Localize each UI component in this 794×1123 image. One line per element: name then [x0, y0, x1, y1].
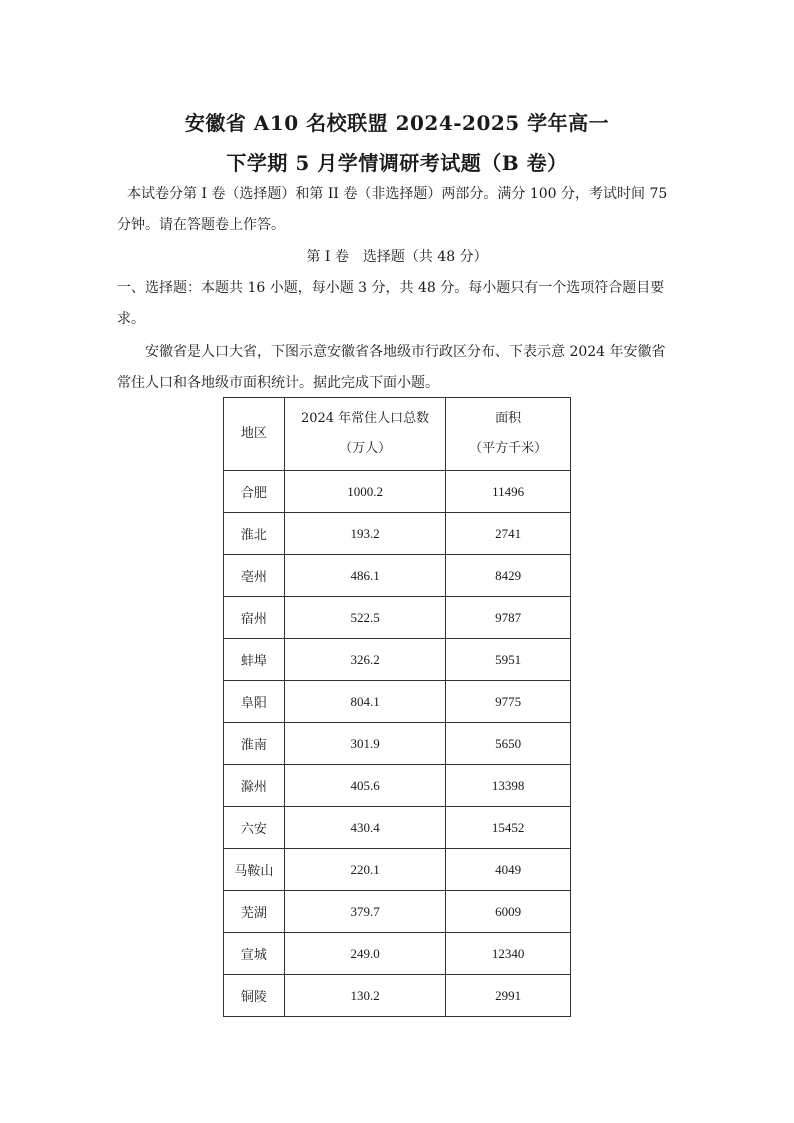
table-row — [224, 471, 571, 513]
table-row — [224, 555, 571, 597]
table-row — [224, 723, 571, 765]
table-row — [224, 765, 571, 807]
region-cell: 合肥 — [224, 471, 285, 513]
header-area-line2: （平方千米） — [469, 441, 548, 456]
header-region: 地区 — [224, 398, 285, 471]
area-cell: 11496 — [446, 471, 571, 513]
population-cell: 193.2 — [284, 513, 446, 555]
question-stem: 安徽省是人口大省，下图示意安徽省各地级市行政区分布、下表示意 2024 年安徽省常住人口和各地级市面积统计。据此完成下面小题。 — [117, 344, 666, 391]
population-cell: 379.7 — [284, 891, 446, 933]
region-cell: 宣城 — [224, 933, 285, 975]
region-cell: 马鞍山 — [224, 849, 285, 891]
region-cell: 铜陵 — [224, 975, 285, 1017]
region-cell: 蚌埠 — [224, 639, 285, 681]
header-area — [446, 398, 571, 471]
area-cell: 13398 — [446, 765, 571, 807]
section-heading: 第 I 卷 选择题（共 48 分） — [306, 249, 488, 265]
table-row — [224, 849, 571, 891]
region-cell: 淮北 — [224, 513, 285, 555]
region-cell: 淮南 — [224, 723, 285, 765]
region-cell: 阜阳 — [224, 681, 285, 723]
table-row — [224, 513, 571, 555]
population-area-table — [223, 397, 571, 1017]
document-title-line-2: 下学期 5 月学情调研考试题（B 卷） — [226, 151, 568, 175]
table-row — [224, 681, 571, 723]
area-cell: 2741 — [446, 513, 571, 555]
area-cell: 9775 — [446, 681, 571, 723]
table-row — [224, 639, 571, 681]
table-row — [224, 933, 571, 975]
region-cell: 亳州 — [224, 555, 285, 597]
header-population-line2: （万人） — [339, 441, 392, 456]
population-cell: 326.2 — [284, 639, 446, 681]
population-cell: 522.5 — [284, 597, 446, 639]
table-row — [224, 891, 571, 933]
population-cell: 301.9 — [284, 723, 446, 765]
header-population-line1: 2024 年常住人口总数 — [300, 411, 430, 426]
exam-intro-text: 本试卷分第 I 卷（选择题）和第 II 卷（非选择题）两部分。满分 100 分，考试时间 75 分钟。请在答题卷上作答。 — [117, 186, 668, 233]
population-cell: 130.2 — [284, 975, 446, 1017]
area-cell: 4049 — [446, 849, 571, 891]
area-cell: 15452 — [446, 807, 571, 849]
area-cell: 9787 — [446, 597, 571, 639]
header-area-line1: 面积 — [495, 411, 522, 426]
region-cell: 芜湖 — [224, 891, 285, 933]
area-cell: 2991 — [446, 975, 571, 1017]
population-cell: 430.4 — [284, 807, 446, 849]
table-row — [224, 597, 571, 639]
population-cell: 249.0 — [284, 933, 446, 975]
table-row — [224, 807, 571, 849]
population-cell: 486.1 — [284, 555, 446, 597]
area-cell: 5951 — [446, 639, 571, 681]
population-cell: 1000.2 — [284, 471, 446, 513]
area-cell: 8429 — [446, 555, 571, 597]
question-instructions: 一、选择题：本题共 16 小题，每小题 3 分，共 48 分。每小题只有一个选项符合题目要求。 — [117, 280, 665, 327]
population-cell: 405.6 — [284, 765, 446, 807]
table-body — [224, 471, 571, 1017]
table-header-row — [224, 398, 571, 471]
population-cell: 220.1 — [284, 849, 446, 891]
area-cell: 6009 — [446, 891, 571, 933]
area-cell: 5650 — [446, 723, 571, 765]
region-cell: 滁州 — [224, 765, 285, 807]
document-title-line-1: 安徽省 A10 名校联盟 2024-2025 学年高一 — [184, 111, 610, 135]
population-cell: 804.1 — [284, 681, 446, 723]
region-cell: 六安 — [224, 807, 285, 849]
table-row — [224, 975, 571, 1017]
header-population — [284, 398, 446, 471]
region-cell: 宿州 — [224, 597, 285, 639]
area-cell: 12340 — [446, 933, 571, 975]
